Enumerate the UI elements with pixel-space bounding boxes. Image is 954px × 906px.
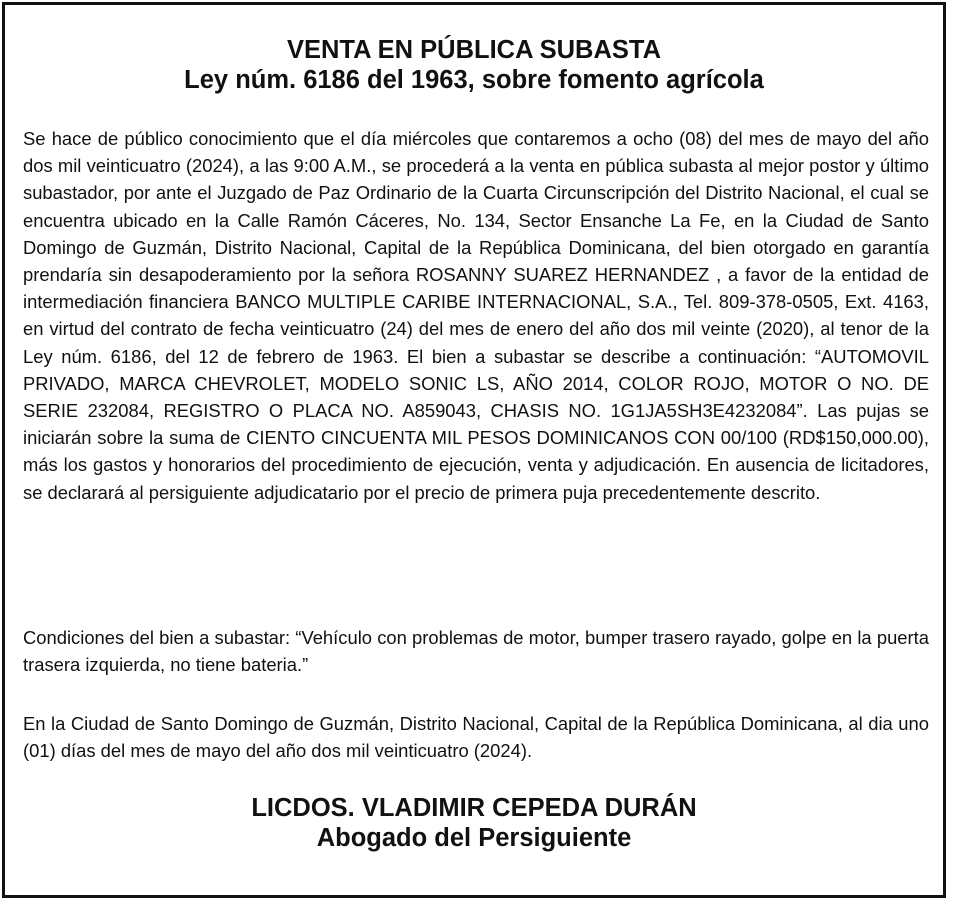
notice-subtitle: Ley núm. 6186 del 1963, sobre fomento agrícola (184, 66, 764, 94)
auction-details-paragraph: Se hace de público conocimiento que el día miércoles que contaremos a ocho (08) del mes de mayo del año dos mil veinticuatro (2024), a las 9:00 A.M., se procederá a la venta en pública subasta al mejor postor y último subastador, por ante el Juzgado de Paz Ordinario de la Cuarta Circunscripción del Distrito Nacional, el cual se encuentra ubicado en la Calle Ramón Cáceres, No. 134, Sector Ensanche La Fe, en la Ciudad de Santo Domingo de Guzmán, Distrito Nacional, Capital de la República Dominicana, del bien otorgado en garantía prendaría sin desapoderamiento por la señora ROSANNY SUAREZ HERNANDEZ , a favor de la entidad de intermediación financiera BANCO MULTIPLE CARIBE INTERNACIONAL, S.A., Tel. 809-378-0505, Ext. 4163, en virtud del contrato de fecha veinticuatro (24) del mes de enero del año dos mil veinte (2020), al tenor de la Ley núm. 6186, del 12 de febrero de 1963. El bien a subastar se describe a continuación: “AUTOMOVIL PRIVADO, MARCA CHEVROLET, MODELO SONIC LS, AÑO 2014, COLOR ROJO, MOTOR O NO. DE SERIE 232084, REGISTRO O PLACA NO. A859043, CHASIS NO. 1G1JA5SH3E4232084”. Las pujas se iniciarán sobre la suma de CIENTO CINCUENTA MIL PESOS DOMINICANOS CON 00/100 (RD$150,000.00), más los gastos y honorarios del procedimiento de ejecución, venta y adjudicación. En ausencia de licitadores, se declarará al persiguiente adjudicatario por el precio de primera puja precedentemente descrito. (23, 128, 929, 503)
notice-title: VENTA EN PÚBLICA SUBASTA (286, 36, 661, 64)
signatory-name: LICDOS. VLADIMIR CEPEDA DURÁN (251, 794, 697, 822)
signature-block (5, 793, 943, 853)
item-conditions-paragraph: Condiciones del bien a subastar: “Vehículo con problemas de motor, bumper trasero rayado, golpe en la puerta trasera izquierda, no tiene bateria.” (23, 627, 929, 676)
signatory-role: Abogado del Persiguiente (316, 824, 632, 852)
notice-header (5, 35, 943, 95)
place-date-paragraph: En la Ciudad de Santo Domingo de Guzmán, Distrito Nacional, Capital de la República Dominicana, al dia uno (01) días del mes de mayo del año dos mil veinticuatro (2024). (23, 713, 929, 762)
auction-notice (2, 2, 946, 898)
